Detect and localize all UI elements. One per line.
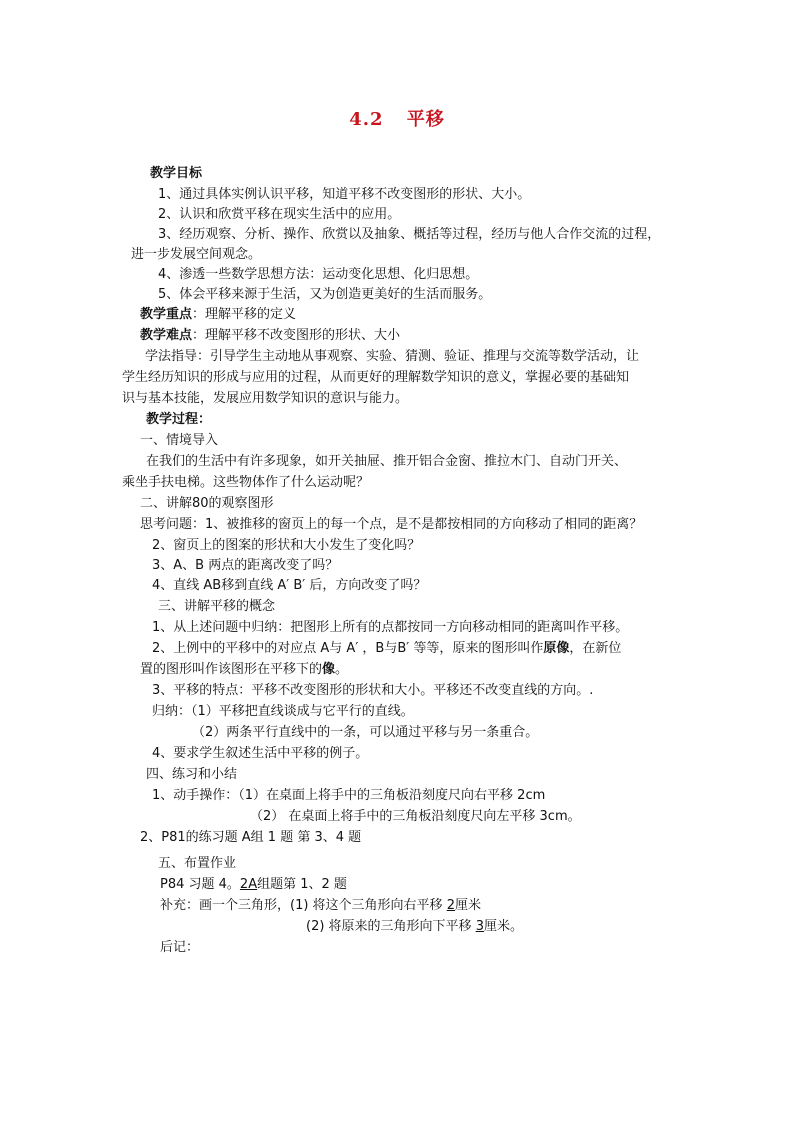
difficulty [140,327,400,345]
supplement-2-post: 厘米。 [483,919,523,934]
concept-2b-post: 。 [335,662,349,677]
section5-heading: 五、布置作业 [158,856,237,871]
concept-2b-pre: 置的图形叫作该图形在平移下的 [140,662,323,677]
question-4: 4、直线 AB移到直线 A′ B′ 后，方向改变了吗？ [152,578,427,593]
section2-heading: 二、讲解80的观察图形 [140,496,274,511]
homework-1 [160,876,347,894]
concept-2-line-1 [152,640,621,658]
supplement-1-underlined: 2 [446,898,455,913]
practice-3: 2、P81的练习题 A组 1 题 第 3、4 题 [140,830,362,845]
question-2: 2、窗页上的图案的形状和大小发生了变化吗？ [152,538,421,553]
key-point-text: ：理解平移的定义 [192,307,297,322]
section1-line-1: 在我们的生活中有许多现象，如开关抽屉、推开铝合金窗、推拉木门、自动门开关、 [146,454,628,469]
objectives-heading: 教学目标 [150,166,203,181]
summary-1: 归纳：（1）平移把直线谈成与它平行的直线。 [152,704,414,719]
key-point-label: 教学重点 [140,307,193,322]
supplement-1 [160,897,481,915]
practice-1: 1、动手操作：（1）在桌面上将手中的三角板沿刻度尺向右平移 2cm [152,788,546,803]
supplement-2-underlined: 3 [475,919,484,934]
objective-5: 5、体会平移来源于生活，又为创造更美好的生活而服务。 [158,287,492,302]
title-text: 平移 [406,109,445,130]
homework-1-pre: P84 习题 4。 [160,877,240,892]
supplement-2 [306,918,523,936]
objective-3: 3、经历观察、分析、操作、欣赏以及抽象、概括等过程，经历与他人合作交流的过程， [158,227,661,242]
section1-line-2: 乘坐手扶电梯。这些物体作了什么运动呢？ [122,475,370,490]
objective-2: 2、认识和欣赏平移在现实生活中的应用。 [158,207,401,222]
section4-heading: 四、练习和小结 [146,767,238,782]
concept-2-line-2 [140,661,348,679]
difficulty-label: 教学难点 [140,328,193,343]
concept-4: 4、要求学生叙述生活中平移的例子。 [152,746,369,761]
method-line-1: 学法指导：引导学生主动地从事观察、实验、猜测、验证、推理与交流等数学活动，让 [145,349,640,364]
question-1: 思考问题：1、被推移的窗页上的每一个点，是不是都按相同的方向移动了相同的距离？ [140,517,643,532]
homework-1-underlined: 2A [239,877,258,892]
concept-1: 1、从上述问题中归纳：把图形上所有的点都按同一方向移动相同的距离叫作平移。 [152,620,629,635]
difficulty-text: ：理解平移不改变图形的形状、大小 [192,328,401,343]
concept-2-pre: 2、上例中的平移中的对应点 A与 A′ ，B与B′ 等等，原来的图形叫作 [152,641,544,656]
section1-heading: 一、情境导入 [140,433,219,448]
summary-2: （2）两条平行直线中的一条，可以通过平移与另一条重合。 [192,725,539,740]
homework-1-post: 组题第 1、2 题 [257,877,347,892]
concept-2-post: ，在新位 [569,641,622,656]
concept-2b-bold: 像 [322,662,336,677]
supplement-2-pre: (2) 将原来的三角形向下平移 [306,919,476,934]
page-title [0,105,794,131]
concept-3: 3、平移的特点：平移不改变图形的形状和大小。平移还不改变直线的方向。. [152,683,594,698]
afterword: 后记： [160,940,200,955]
question-3: 3、A、B 两点的距离改变了吗？ [152,558,339,573]
practice-2: （2） 在桌面上将手中的三角板沿刻度尺向左平移 3cm。 [250,809,581,824]
process-heading: 教学过程： [146,412,212,427]
key-point [140,306,296,324]
objective-4: 4、渗透一些数学思想方法：运动变化思想、化归思想。 [158,267,479,282]
supplement-1-post: 厘米 [454,898,481,913]
section3-heading: 三、讲解平移的概念 [158,599,276,614]
concept-2-bold: 原像 [543,641,570,656]
objective-1: 1、通过具体实例认识平移，知道平移不改变图形的形状、大小。 [158,187,531,202]
method-line-2: 学生经历知识的形成与应用的过程，从而更好的理解数学知识的意义，掌握必要的基础知 [122,370,630,385]
title-number: 4.2 [349,109,384,130]
objective-3-cont: 进一步发展空间观念。 [131,247,262,262]
method-line-3: 识与基本技能，发展应用数学知识的意识与能力。 [122,391,409,406]
supplement-1-pre: 补充：画一个三角形，(1) 将这个三角形向右平移 [160,898,447,913]
